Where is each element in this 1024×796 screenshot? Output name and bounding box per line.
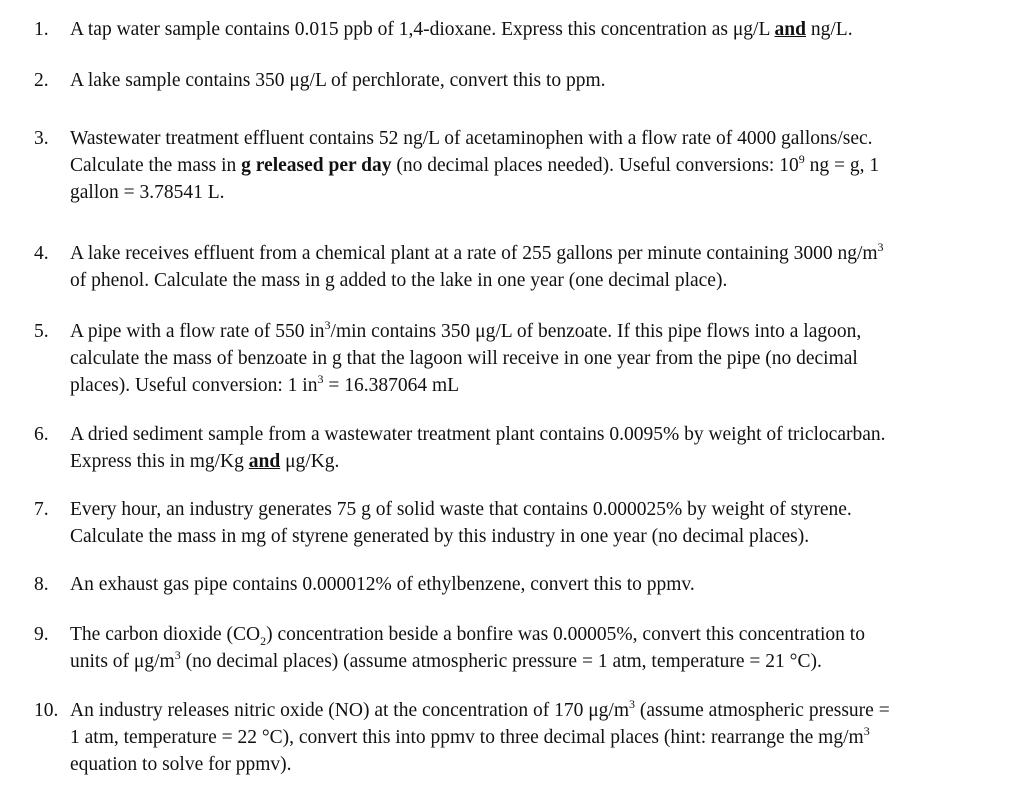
question-line <box>70 318 1006 345</box>
text-run: /min contains 350 μg/L of benzoate. If this pipe flows into a lagoon, <box>330 321 862 342</box>
subscript: 2 <box>260 633 267 648</box>
question-line <box>70 421 1006 448</box>
text-run: A lake sample contains 350 μg/L of perchlorate, convert this to ppm. <box>70 70 606 91</box>
question-number: 10. <box>34 700 59 721</box>
question-text <box>70 697 1006 778</box>
superscript: 3 <box>174 647 181 662</box>
text-run: calculate the mass of benzoate in g that the lagoon will receive in one year from the pipe (no decimal <box>70 348 858 369</box>
question-text <box>70 571 1006 598</box>
question-number: 1. <box>34 19 49 40</box>
text-run: (no decimal places) (assume atmospheric pressure = 1 atm, temperature = 21 °C). <box>180 651 822 672</box>
text-run: A lake receives effluent from a chemical plant at a rate of 255 gallons per minute containing 3000 ng/m <box>70 243 878 264</box>
emphasis-underlined: and <box>774 19 806 40</box>
question-line <box>70 152 1006 179</box>
text-run: ng/L. <box>805 19 853 40</box>
question-text <box>70 621 1006 675</box>
question-line <box>70 751 1006 778</box>
text-run: Calculate the mass in mg of styrene generated by this industry in one year (no decimal places). <box>70 526 810 547</box>
question-line <box>70 16 1006 43</box>
question-line <box>70 523 1006 550</box>
question-number: 2. <box>34 70 49 91</box>
question-number: 4. <box>34 243 49 264</box>
text-run: A pipe with a flow rate of 550 in <box>70 321 325 342</box>
question-line <box>70 125 1006 152</box>
question-line <box>70 267 1006 294</box>
question-line <box>70 240 1006 267</box>
emphasis-bold: g released per day <box>241 155 392 176</box>
question-number: 6. <box>34 424 49 445</box>
question-text <box>70 67 1006 94</box>
question-text <box>70 240 1006 294</box>
question-line <box>70 372 1006 399</box>
question-number: 3. <box>34 128 49 149</box>
text-run: 1 atm, temperature = 22 °C), convert this into ppmv to three decimal places (hint: rearrange the mg/m <box>70 727 864 748</box>
question-line <box>70 724 1006 751</box>
question-text <box>70 421 1006 475</box>
text-run: A tap water sample contains 0.015 ppb of 1,4-dioxane. Express this concentration as μg/L <box>70 19 775 40</box>
text-run: A dried sediment sample from a wastewater treatment plant contains 0.0095% by weight of triclocarban. <box>70 424 886 445</box>
question-number: 5. <box>34 321 49 342</box>
question-line <box>70 571 1006 598</box>
question-line <box>70 448 1006 475</box>
text-run: ng = g, 1 <box>804 155 880 176</box>
question-text <box>70 16 1006 43</box>
text-run: An industry releases nitric oxide (NO) at the concentration of 170 μg/m <box>70 700 630 721</box>
question-line <box>70 621 1006 648</box>
superscript: 3 <box>629 696 636 711</box>
text-run: of phenol. Calculate the mass in g added to the lake in one year (one decimal place). <box>70 270 728 291</box>
question-text <box>70 125 1006 206</box>
text-run: ) concentration beside a bonfire was 0.00005%, convert this concentration to <box>266 624 865 645</box>
question-line <box>70 648 1006 675</box>
text-run: (assume atmospheric pressure = <box>635 700 890 721</box>
question-number: 9. <box>34 624 49 645</box>
superscript: 3 <box>324 317 331 332</box>
text-run: Wastewater treatment effluent contains 52 ng/L of acetaminophen with a flow rate of 4000 gallons/sec. <box>70 128 873 149</box>
question-text <box>70 318 1006 399</box>
question-line <box>70 496 1006 523</box>
question-line <box>70 179 1006 206</box>
text-run: An exhaust gas pipe contains 0.000012% of ethylbenzene, convert this to ppmv. <box>70 574 695 595</box>
text-run: Every hour, an industry generates 75 g of solid waste that contains 0.000025% by weight of styrene. <box>70 499 852 520</box>
text-run: places). Useful conversion: 1 in <box>70 375 318 396</box>
question-number: 7. <box>34 499 49 520</box>
question-number: 8. <box>34 574 49 595</box>
emphasis-underlined: and <box>248 451 281 472</box>
question-line <box>70 67 1006 94</box>
text-run: units of μg/m <box>70 651 175 672</box>
question-text <box>70 496 1006 550</box>
superscript: 9 <box>798 151 805 166</box>
text-run: (no decimal places needed). Useful conversions: 10 <box>391 155 799 176</box>
text-run: = 16.387064 mL <box>323 375 460 396</box>
text-run: equation to solve for ppmv). <box>70 754 292 775</box>
text-run: The carbon dioxide (CO <box>70 624 261 645</box>
text-run: gallon = 3.78541 L. <box>70 182 225 203</box>
text-run: μg/Kg. <box>280 451 340 472</box>
text-run: Express this in mg/Kg <box>70 451 249 472</box>
superscript: 3 <box>317 371 324 386</box>
question-line <box>70 345 1006 372</box>
question-line <box>70 697 1006 724</box>
text-run: Calculate the mass in <box>70 155 242 176</box>
superscript: 3 <box>877 239 884 254</box>
superscript: 3 <box>863 723 870 738</box>
